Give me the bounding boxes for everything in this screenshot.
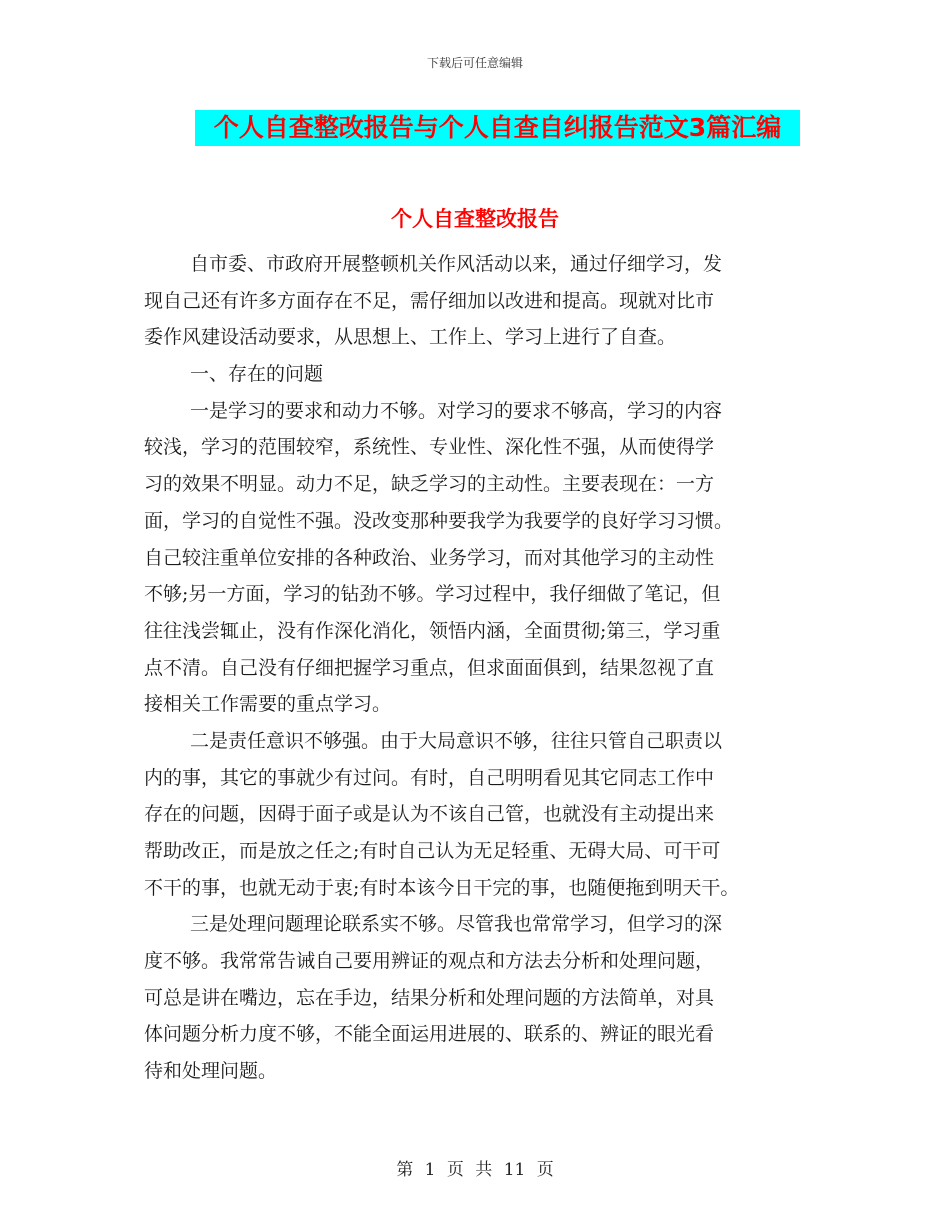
paragraph-line: 体问题分析力度不够，不能全面运用进展的、联系的、辨证的眼光看 [144, 1023, 715, 1046]
paragraph-line: 待和处理问题。 [144, 1060, 278, 1083]
paragraph-line: 自己较注重单位安排的各种政治、业务学习，而对其他学习的主动性 [144, 546, 715, 569]
paragraph [144, 906, 824, 1089]
paragraph-line: 一、存在的问题 [190, 363, 324, 386]
paragraph-line: 委作风建设活动要求，从思想上、工作上、学习上进行了自查。 [144, 326, 677, 349]
paragraph-line: 一是学习的要求和动力不够。对学习的要求不够高，学习的内容 [190, 399, 723, 422]
paragraph-line: 往往浅尝辄止，没有作深化消化，领悟内涵，全面贯彻;第三，学习重 [144, 619, 721, 642]
paragraph-line: 面，学习的自觉性不强。没改变那种要我学为我要学的良好学习习惯。 [144, 509, 734, 532]
paragraph-line: 点不清。自己没有仔细把握学习重点，但求面面俱到，结果忽视了直 [144, 656, 715, 679]
paragraph [144, 356, 824, 393]
paragraph-line: 现自己还有许多方面存在不足，需仔细加以改进和提高。现就对比市 [144, 289, 715, 312]
paragraph [144, 393, 824, 723]
document-body [144, 246, 824, 1090]
paragraph-line: 较浅，学习的范围较窄，系统性、专业性、深化性不强，从而使得学 [144, 436, 715, 459]
paragraph-line: 自市委、市政府开展整顿机关作风活动以来，通过仔细学习，发 [190, 253, 723, 275]
document-title: 个人自查整改报告与个人自查自纠报告范文3篇汇编 [195, 110, 800, 146]
paragraph-line: 度不够。我常常告诫自己要用辨证的观点和方法去分析和处理问题， [144, 950, 715, 973]
paragraph-line: 帮助改正，而是放之任之;有时自己认为无足轻重、无碍大局、可干可 [144, 840, 721, 862]
header-note: 下载后可任意编辑 [426, 56, 523, 70]
paragraph-line: 可总是讲在嘴边，忘在手边，结果分析和处理问题的方法简单，对具 [144, 986, 715, 1009]
paragraph-line: 内的事，其它的事就少有过问。有时，自己明明看见其它同志工作中 [144, 766, 715, 789]
paragraph-line: 接相关工作需要的重点学习。 [144, 693, 392, 716]
paragraph [144, 246, 824, 356]
paragraph-line: 习的效果不明显。动力不足，缺乏学习的主动性。主要表现在：一方 [144, 473, 715, 496]
paragraph-line: 三是处理问题理论联系实不够。尽管我也常常学习，但学习的深 [190, 913, 723, 936]
paragraph-line: 不干的事，也就无动于衷;有时本该今日干完的事，也随便拖到明天干。 [144, 876, 740, 899]
paragraph-line: 不够;另一方面，学习的钻劲不够。学习过程中，我仔细做了笔记，但 [144, 583, 721, 606]
section-title: 个人自查整改报告 [391, 207, 559, 231]
paragraph [144, 723, 824, 906]
paragraph-line: 存在的问题，因碍于面子或是认为不该自己管，也就没有主动提出来 [144, 803, 715, 826]
page-footer: 第 1 页 共 11 页 [396, 1160, 554, 1180]
paragraph-line: 二是责任意识不够强。由于大局意识不够，往往只管自己职责以 [190, 729, 723, 752]
